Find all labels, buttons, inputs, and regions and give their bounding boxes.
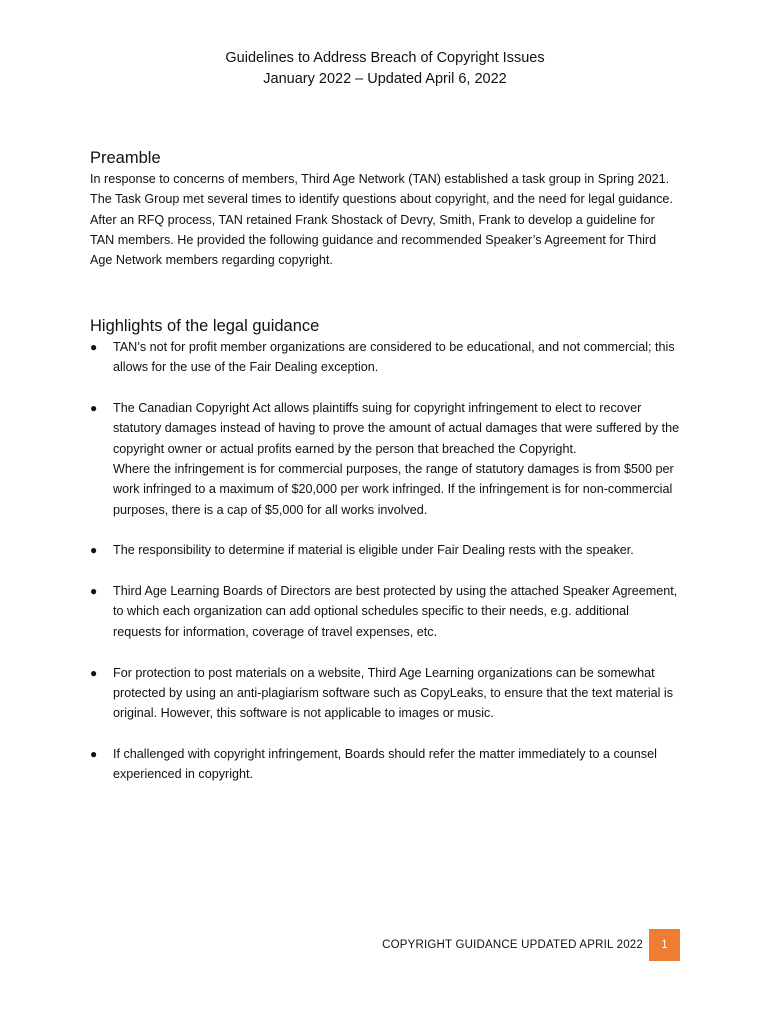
highlight-item-1: [90, 337, 680, 378]
bullet-icon: ●: [90, 340, 98, 354]
bullet-icon: ●: [90, 401, 98, 416]
bullet-icon: ●: [90, 584, 98, 599]
bullet-icon: ●: [90, 665, 98, 680]
preamble-heading: Preamble: [90, 149, 161, 167]
bullet-icon: ●: [90, 543, 98, 558]
page-footer: [0, 929, 680, 961]
title-line-2: January 2022 – Updated April 6, 2022: [263, 71, 507, 87]
highlights-list: [90, 337, 680, 805]
highlight-item-3: [90, 540, 680, 560]
highlight-item-2: [90, 398, 680, 520]
highlights-heading: Highlights of the legal guidance: [90, 317, 320, 335]
highlight-text: Third Age Learning Boards of Directors are best protected by using the attached Speaker Agreement, to which each organization can add optional schedules specific to their needs, e.g. additional requests for information, coverage of travel expenses, etc.: [113, 584, 678, 639]
preamble-paragraph: In response to concerns of members, Third Age Network (TAN) established a task group in Spring 2021. The Task Group met several times to identify questions about copyright, and the need for legal guidance. After an RFQ process, TAN retained Frank Shostack of Devry, Smith, Frank to develop a guideline for TAN members. He provided the following guidance and recommended Speaker’s Agreement for Third Age Network members regarding copyright.: [90, 172, 673, 268]
highlight-text: If challenged with copyright infringement, Boards should refer the matter immediately to a counsel experienced in copyright.: [113, 746, 657, 782]
page-number-badge: 1: [649, 929, 680, 961]
highlight-item-6: [90, 744, 680, 785]
highlight-item-5: [90, 663, 680, 724]
document-title: [0, 48, 770, 90]
highlight-text: The Canadian Copyright Act allows plaintiffs suing for copyright infringement to elect to recover statutory damages instead of having to prove the amount of actual damages that were suffered by the copyright owner or actual profits earned by the person that breached the Copyright.: [113, 401, 680, 456]
footer-text: COPYRIGHT GUIDANCE UPDATED APRIL 2022: [382, 939, 643, 951]
highlight-text: The responsibility to determine if material is eligible under Fair Dealing rests with the speaker.: [113, 543, 634, 558]
highlight-text: TAN’s not for profit member organizations are considered to be educational, and not commercial; this allows for the use of the Fair Dealing exception.: [113, 340, 675, 375]
title-line-1: Guidelines to Address Breach of Copyright Issues: [225, 50, 545, 66]
highlight-continuation-text: Where the infringement is for commercial purposes, the range of statutory damages is from $500 per work infringed to a maximum of $20,000 per work infringed. If the infringement is for non-commercial purposes, there is a cap of $5,000 for all works involved.: [113, 461, 674, 517]
bullet-icon: ●: [90, 746, 98, 761]
highlight-item-4: [90, 581, 680, 642]
highlight-text: For protection to post materials on a website, Third Age Learning organizations can be somewhat protected by using an anti-plagiarism software such as CopyLeaks, to ensure that the text material is original. However, this software is not applicable to images or music.: [113, 665, 674, 721]
